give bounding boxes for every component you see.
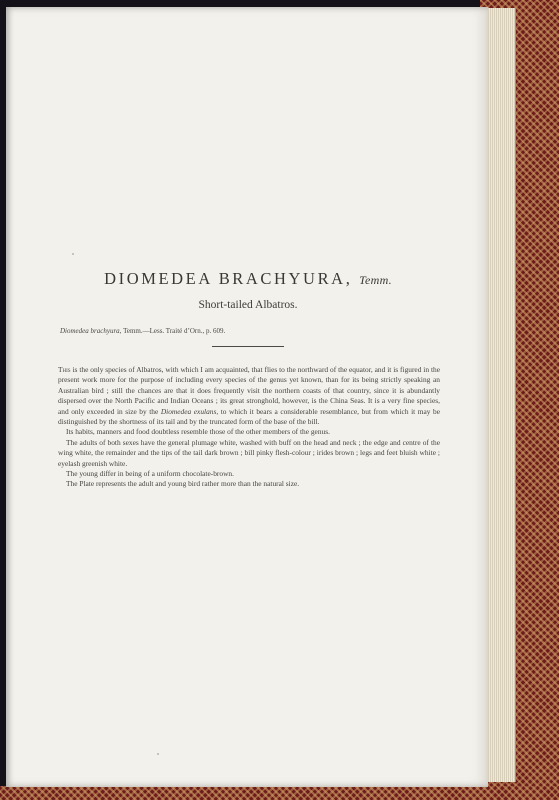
species-title-author: Temm. (359, 273, 392, 287)
synonymy-line (60, 327, 420, 335)
species-title (76, 269, 420, 289)
paragraph-text-continued: to which it bears a considerable resemblance, but from which it may be distinguished by the shortness of its tail and by the truncated form of the base of the bill. (58, 406, 440, 427)
page-edges (485, 8, 516, 782)
book-cover-bottom (0, 786, 559, 800)
description-text (58, 365, 440, 490)
paragraph-habits: Its habits, manners and food doubtless resemble those of the other members of the genus. (66, 427, 330, 437)
page-speck (157, 753, 159, 755)
paragraph-adults: The adults of both sexes have the general plumage white, washed with buff on the head and neck ; the edge and centre of the wing white, the remainder and the tips of the tail dark brown ; bill pinky flesh-colour ; irides brown ; legs and feet bluish white ; eyelash greenish white. (58, 437, 440, 468)
paragraph-young: The young differ in being of a uniform chocolate-brown. (66, 469, 234, 479)
species-reference: Diomedea exulans, (160, 406, 219, 416)
section-divider (212, 346, 284, 347)
page-content (58, 269, 440, 490)
synonymy-name: Diomedea brachyura, (60, 327, 122, 335)
page-speck (72, 253, 74, 255)
paragraph-intro (58, 365, 440, 427)
paragraph-lead: This (58, 365, 71, 374)
common-name: Short-tailed Albatros. (198, 299, 298, 311)
species-title-name: DIOMEDEA BRACHYURA, (104, 269, 353, 288)
paragraph-text: is the only species of Albatros, with which I am acquainted, that flies to the northward of the equator, and it is figured in the present work more for the purpose of including every species of the genus yet known, than for its being strictly speaking an Australian bird ; still the chances are that it does frequently visit the northern coasts of that country, since it is abundantly dispersed over the North Pacific and Indian Oceans ; its great stronghold, however, is the China Seas. It is a very fine species, and only exceeded in size by the (58, 365, 440, 416)
synonymy-citation: Temm.—Less. Traité d’Orn., p. 609. (123, 327, 226, 335)
book-page (6, 7, 488, 787)
paragraph-plate: The Plate represents the adult and young bird rather more than the natural size. (66, 479, 300, 489)
